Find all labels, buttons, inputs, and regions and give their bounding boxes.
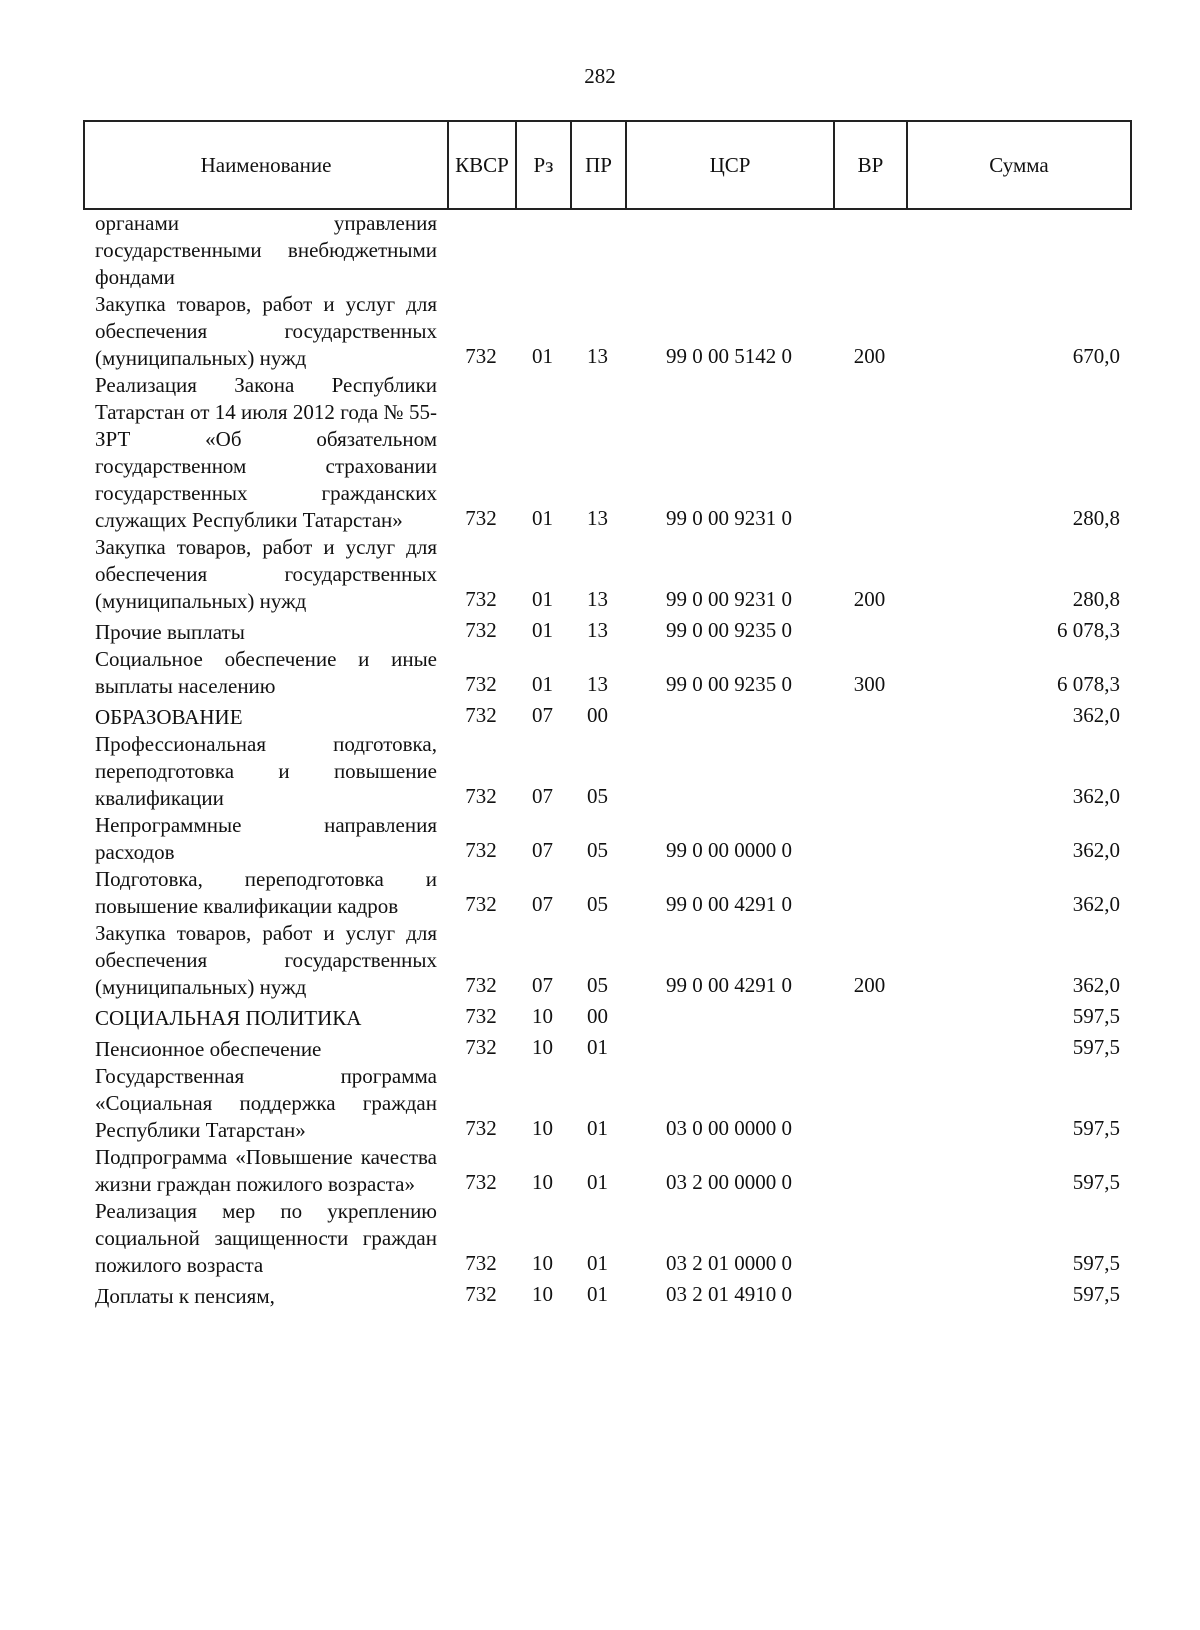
row-csr: 99 0 00 9235 0 (666, 672, 792, 696)
row-name: Закупка товаров, работ и услуг для обеспечения государственных (муниципальных) нужд (95, 921, 437, 999)
table-row (83, 1144, 1130, 1198)
row-vr (833, 1032, 906, 1063)
row-csr: 99 0 00 5142 0 (666, 344, 792, 368)
row-vr (833, 866, 906, 920)
row-kvsr: 732 (465, 1004, 497, 1028)
table-row (83, 700, 1130, 731)
row-name: Закупка товаров, работ и услуг для обеспечения государственных (муниципальных) нужд (95, 535, 437, 613)
row-kvsr (447, 210, 515, 291)
row-pr: 05 (587, 838, 608, 862)
row-csr: 03 2 01 4910 0 (666, 1282, 792, 1306)
row-csr (625, 1032, 833, 1063)
row-sum: 6 078,3 (1057, 618, 1120, 642)
row-kvsr: 732 (465, 1282, 497, 1306)
row-rz: 07 (532, 892, 553, 916)
row-rz (515, 210, 570, 291)
row-name: Пенсионное обеспечение (95, 1037, 322, 1061)
row-vr (833, 812, 906, 866)
page-number: 282 (584, 64, 616, 88)
row-kvsr: 732 (465, 973, 497, 997)
table-row (83, 1279, 1130, 1310)
row-sum: 362,0 (1072, 784, 1120, 808)
row-kvsr: 732 (465, 892, 497, 916)
row-vr (833, 210, 906, 291)
row-name: Реализация Закона Республики Татарстан от 14 июля 2012 года № 55-ЗРТ «Об обязательном государственном страховании государственных гражданских служащих Республики Татарстан» (95, 373, 437, 532)
table-row (83, 1001, 1130, 1032)
row-sum: 597,5 (1072, 1282, 1120, 1306)
row-sum: 597,5 (1072, 1170, 1120, 1194)
row-name: органами управления государственными внебюджетными фондами (95, 211, 437, 289)
row-pr: 13 (587, 618, 608, 642)
row-pr: 05 (587, 892, 608, 916)
row-vr (833, 1001, 906, 1032)
row-sum: 280,8 (1072, 506, 1120, 530)
row-rz: 10 (532, 1035, 553, 1059)
row-pr: 01 (587, 1035, 608, 1059)
row-csr (625, 731, 833, 812)
table-row (83, 731, 1130, 812)
row-sum: 362,0 (1072, 892, 1120, 916)
row-rz: 01 (532, 672, 553, 696)
row-vr: 200 (853, 587, 886, 611)
table-header (83, 120, 1132, 210)
row-csr (625, 210, 833, 291)
table-row (83, 534, 1130, 615)
row-pr: 00 (587, 1004, 608, 1028)
row-sum: 597,5 (1072, 1116, 1120, 1140)
row-sum: 597,5 (1072, 1035, 1120, 1059)
row-csr: 99 0 00 9231 0 (666, 506, 792, 530)
row-pr: 13 (587, 587, 608, 611)
row-csr: 03 2 01 0000 0 (666, 1251, 792, 1275)
row-kvsr: 732 (465, 1035, 497, 1059)
row-vr (833, 1279, 906, 1310)
row-vr (833, 372, 906, 534)
row-vr: 200 (853, 973, 886, 997)
row-name: СОЦИАЛЬНАЯ ПОЛИТИКА (95, 1006, 362, 1030)
row-name: Непрограммные направления расходов (95, 813, 437, 864)
row-pr: 13 (587, 344, 608, 368)
table-row (83, 1198, 1130, 1279)
table-row (83, 210, 1130, 291)
row-csr: 99 0 00 9235 0 (666, 618, 792, 642)
row-rz: 01 (532, 618, 553, 642)
row-name: Реализация мер по укреплению социальной защищенности граждан пожилого возраста (95, 1199, 437, 1277)
row-kvsr: 732 (465, 506, 497, 530)
table-row (83, 1032, 1130, 1063)
row-csr: 99 0 00 0000 0 (666, 838, 792, 862)
row-pr: 13 (587, 672, 608, 696)
row-kvsr: 732 (465, 703, 497, 727)
row-csr (625, 700, 833, 731)
budget-table (83, 210, 1130, 1310)
row-kvsr: 732 (465, 1251, 497, 1275)
header-kvsr: КВСР (448, 121, 516, 209)
row-sum: 670,0 (1072, 344, 1120, 368)
header-rz: Рз (516, 121, 571, 209)
row-name: Подпрограмма «Повышение качества жизни граждан пожилого возраста» (95, 1145, 437, 1196)
row-pr: 01 (587, 1251, 608, 1275)
row-vr (833, 1063, 906, 1144)
row-csr: 03 2 00 0000 0 (666, 1170, 792, 1194)
row-sum (906, 210, 1130, 291)
row-rz: 01 (532, 506, 553, 530)
row-rz: 07 (532, 838, 553, 862)
row-pr: 05 (587, 784, 608, 808)
row-vr: 200 (853, 344, 886, 368)
row-sum: 597,5 (1072, 1004, 1120, 1028)
header-pr: ПР (571, 121, 626, 209)
row-rz: 10 (532, 1004, 553, 1028)
row-name: Подготовка, переподготовка и повышение квалификации кадров (95, 867, 437, 918)
row-kvsr: 732 (465, 344, 497, 368)
row-pr (570, 210, 625, 291)
row-rz: 01 (532, 587, 553, 611)
row-csr: 03 0 00 0000 0 (666, 1116, 792, 1140)
row-pr: 00 (587, 703, 608, 727)
row-rz: 07 (532, 703, 553, 727)
table-row (83, 1063, 1130, 1144)
row-name: Профессиональная подготовка, переподготовка и повышение квалификации (95, 732, 437, 810)
row-sum: 280,8 (1072, 587, 1120, 611)
row-name: Доплаты к пенсиям, (95, 1284, 275, 1308)
row-csr (625, 1001, 833, 1032)
header-sum: Сумма (907, 121, 1131, 209)
row-sum: 362,0 (1072, 703, 1120, 727)
header-name: Наименование (84, 121, 448, 209)
row-name: Социальное обеспечение и иные выплаты населению (95, 647, 437, 698)
row-rz: 10 (532, 1282, 553, 1306)
table-row (83, 615, 1130, 646)
row-kvsr: 732 (465, 784, 497, 808)
row-vr (833, 1198, 906, 1279)
header-vr: ВР (834, 121, 907, 209)
row-kvsr: 732 (465, 838, 497, 862)
row-pr: 01 (587, 1282, 608, 1306)
row-csr: 99 0 00 4291 0 (666, 892, 792, 916)
row-pr: 05 (587, 973, 608, 997)
table-row (83, 866, 1130, 920)
header-csr: ЦСР (626, 121, 834, 209)
row-sum: 597,5 (1072, 1251, 1120, 1275)
row-vr: 300 (853, 672, 886, 696)
table-row (83, 372, 1130, 534)
table-row (83, 812, 1130, 866)
row-name: Государственная программа «Социальная поддержка граждан Республики Татарстан» (95, 1064, 437, 1142)
row-pr: 01 (587, 1170, 608, 1194)
row-rz: 07 (532, 973, 553, 997)
row-sum: 6 078,3 (1057, 672, 1120, 696)
row-pr: 01 (587, 1116, 608, 1140)
row-pr: 13 (587, 506, 608, 530)
table-row (83, 291, 1130, 372)
row-kvsr: 732 (465, 672, 497, 696)
row-kvsr: 732 (465, 1116, 497, 1140)
row-csr: 99 0 00 4291 0 (666, 973, 792, 997)
row-vr (833, 700, 906, 731)
row-name: Прочие выплаты (95, 620, 245, 644)
row-vr (833, 1144, 906, 1198)
row-kvsr: 732 (465, 1170, 497, 1194)
row-sum: 362,0 (1072, 973, 1120, 997)
row-sum: 362,0 (1072, 838, 1120, 862)
table-row (83, 646, 1130, 700)
row-rz: 01 (532, 344, 553, 368)
row-rz: 10 (532, 1251, 553, 1275)
row-name: Закупка товаров, работ и услуг для обеспечения государственных (муниципальных) нужд (95, 292, 437, 370)
row-vr (833, 615, 906, 646)
row-vr (833, 731, 906, 812)
row-rz: 07 (532, 784, 553, 808)
table-row (83, 920, 1130, 1001)
row-kvsr: 732 (465, 618, 497, 642)
row-csr: 99 0 00 9231 0 (666, 587, 792, 611)
row-rz: 10 (532, 1116, 553, 1140)
row-name: ОБРАЗОВАНИЕ (95, 705, 243, 729)
row-kvsr: 732 (465, 587, 497, 611)
row-rz: 10 (532, 1170, 553, 1194)
